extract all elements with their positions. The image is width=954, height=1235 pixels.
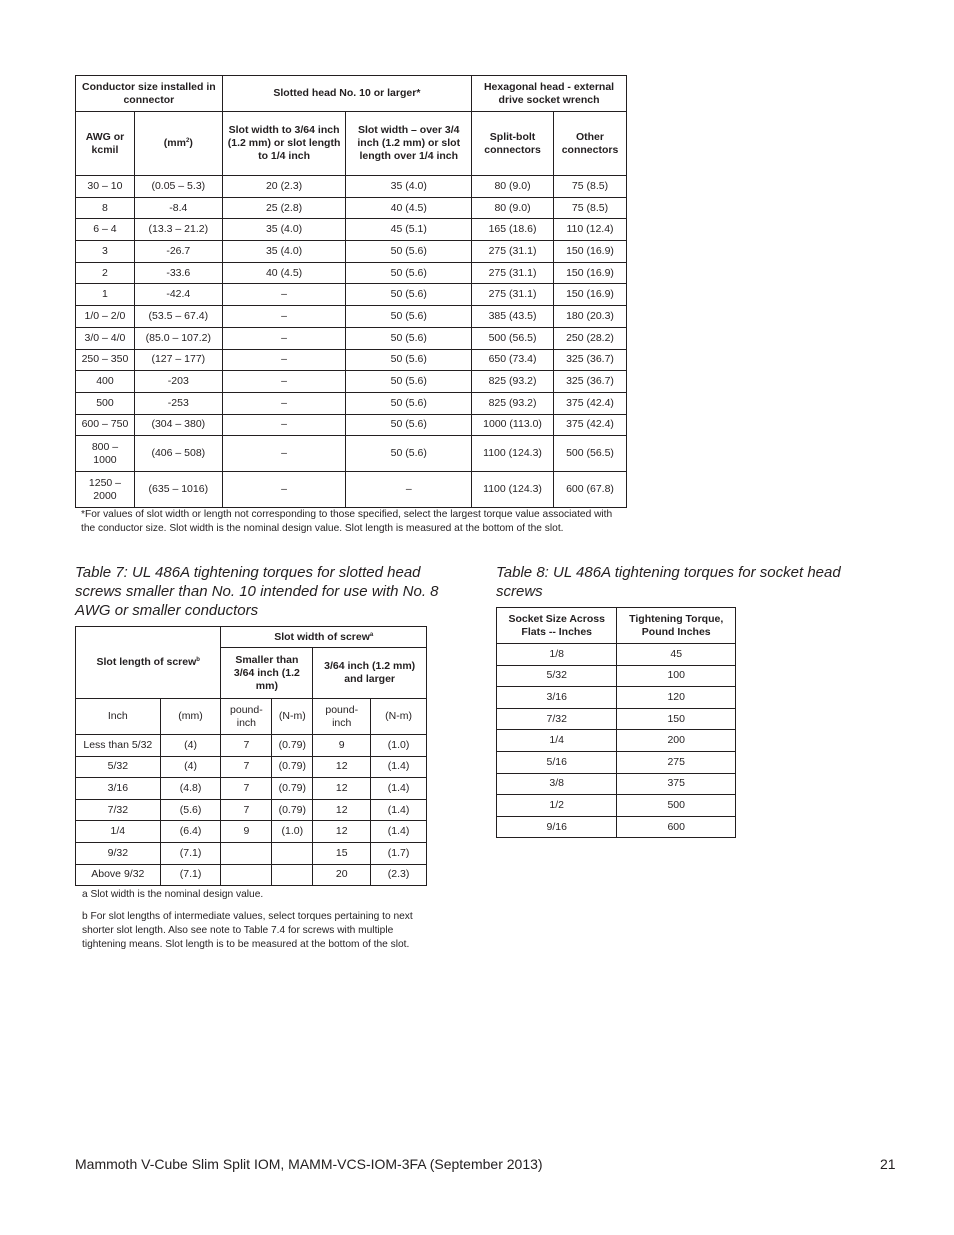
table-row	[76, 778, 427, 800]
table-cell: (0.05 – 5.3)	[134, 176, 222, 198]
table-cell: 20 (2.3)	[222, 176, 346, 198]
socket-head-torque-table	[496, 607, 736, 838]
table-cell: 200	[617, 730, 736, 752]
table-row	[497, 816, 736, 838]
header-inch: Inch	[76, 699, 161, 735]
header-split-bolt: Split-bolt connectors	[472, 112, 554, 176]
table-cell: (7.1)	[160, 842, 221, 864]
table-row	[76, 864, 427, 886]
header-pound-inch: pound-inch	[313, 699, 371, 735]
table-cell: 50 (5.6)	[346, 306, 472, 328]
table7-note-a: a Slot width is the nominal design value.	[82, 889, 264, 900]
table-row	[76, 821, 427, 843]
table-cell: (4)	[160, 735, 221, 757]
header-mm2: $(mm^2)$	[134, 112, 222, 176]
table-cell: 800 – 1000	[76, 436, 135, 472]
table-cell: 45 (5.1)	[346, 219, 472, 241]
table-cell: 3/0 – 4/0	[76, 327, 135, 349]
table-cell: 275 (31.1)	[472, 284, 554, 306]
table-cell: (1.4)	[371, 799, 427, 821]
table-cell: 325 (36.7)	[554, 349, 627, 371]
table-cell: 375	[617, 773, 736, 795]
table-cell: Above 9/32	[76, 864, 161, 886]
table-cell: 15	[313, 842, 371, 864]
table-cell: 35 (4.0)	[222, 219, 346, 241]
table-cell: 275	[617, 751, 736, 773]
table-cell: 9/32	[76, 842, 161, 864]
footer-document-title: Mammoth V-Cube Slim Split IOM, MAMM-VCS-IOM-3FA (September 2013)	[75, 1156, 543, 1172]
table-cell: –	[222, 327, 346, 349]
table-cell: 180 (20.3)	[554, 306, 627, 328]
table-row	[76, 262, 627, 284]
table-cell	[221, 842, 272, 864]
header-slotted-head: Slotted head No. 10 or larger*	[222, 76, 471, 112]
table-cell: 50 (5.6)	[346, 241, 472, 263]
table-row	[497, 751, 736, 773]
table-cell: 600 – 750	[76, 414, 135, 436]
header-awg: AWG or kcmil	[76, 112, 135, 176]
header-mm: (mm)	[160, 699, 221, 735]
table-cell: -203	[134, 371, 222, 393]
table-cell: 30 – 10	[76, 176, 135, 198]
table-cell: –	[346, 472, 472, 508]
table-cell: 500 (56.5)	[554, 436, 627, 472]
table-cell: 3/8	[497, 773, 617, 795]
table-cell: (1.7)	[371, 842, 427, 864]
table-cell: 75 (8.5)	[554, 176, 627, 198]
table-cell: (2.3)	[371, 864, 427, 886]
table-cell: 9	[221, 821, 272, 843]
table-row	[76, 349, 627, 371]
table-cell: (7.1)	[160, 864, 221, 886]
table-cell	[272, 842, 313, 864]
table-cell: (635 – 1016)	[134, 472, 222, 508]
table-cell: (1.4)	[371, 778, 427, 800]
table-cell: 110 (12.4)	[554, 219, 627, 241]
table-cell: 1000 (113.0)	[472, 414, 554, 436]
table-cell: (0.79)	[272, 756, 313, 778]
table-cell: 5/32	[497, 665, 617, 687]
table-cell: –	[222, 349, 346, 371]
table-cell: -42.4	[134, 284, 222, 306]
table-row	[76, 327, 627, 349]
table-cell: –	[222, 371, 346, 393]
table-cell: 600	[617, 816, 736, 838]
table-row	[76, 284, 627, 306]
table-cell: 25 (2.8)	[222, 197, 346, 219]
header-conductor-size: Conductor size installed in connector	[76, 76, 223, 112]
table-cell: 50 (5.6)	[346, 327, 472, 349]
table-cell: 500 (56.5)	[472, 327, 554, 349]
table-cell: (1.0)	[371, 735, 427, 757]
table-cell	[221, 864, 272, 886]
table-cell: 50 (5.6)	[346, 392, 472, 414]
header-larger: 3/64 inch (1.2 mm) and larger	[313, 648, 427, 699]
table-row	[76, 414, 627, 436]
table-row	[76, 472, 627, 508]
table-cell: 50 (5.6)	[346, 414, 472, 436]
table7-caption: Table 7: UL 486A tightening torques for slotted head screws smaller than No. 10 intended for use with No. 8 AWG or smaller conductors	[75, 564, 439, 619]
table-row	[497, 795, 736, 817]
header-smaller-than: Smaller than 3/64 inch (1.2 mm)	[221, 648, 313, 699]
conductor-torque-table	[75, 75, 627, 508]
table-cell: 50 (5.6)	[346, 436, 472, 472]
table-cell: (53.5 – 67.4)	[134, 306, 222, 328]
header-slot-small: Slot width to 3/64 inch (1.2 mm) or slot length to 1/4 inch	[222, 112, 346, 176]
table-cell: 9/16	[497, 816, 617, 838]
table-cell: 275 (31.1)	[472, 241, 554, 263]
table-cell: 12	[313, 778, 371, 800]
table-row	[76, 371, 627, 393]
table-cell: 150	[617, 708, 736, 730]
table-cell: 500	[76, 392, 135, 414]
table-cell: 9	[313, 735, 371, 757]
table-cell: -33.6	[134, 262, 222, 284]
table-cell: 5/16	[497, 751, 617, 773]
table-cell: 165 (18.6)	[472, 219, 554, 241]
table-cell: Less than 5/32	[76, 735, 161, 757]
table-cell: 375 (42.4)	[554, 392, 627, 414]
table-cell: 40 (4.5)	[222, 262, 346, 284]
table-row	[497, 708, 736, 730]
table-cell: –	[222, 392, 346, 414]
table-cell: (0.79)	[272, 799, 313, 821]
table-cell: 40 (4.5)	[346, 197, 472, 219]
table-row	[76, 219, 627, 241]
table-cell: 7	[221, 778, 272, 800]
table-cell: 1100 (124.3)	[472, 472, 554, 508]
table-row	[76, 392, 627, 414]
table-row	[76, 735, 427, 757]
table-cell: 45	[617, 644, 736, 666]
table-row	[76, 842, 427, 864]
slotted-head-torque-table	[75, 626, 427, 886]
table7-note-b: b For slot lengths of intermediate values, select torques pertaining to next shorter slot length. Also see note to Table 7.4 for screws with multiple tightening means. Slot length is to be measured at the bottom of the slot.	[82, 911, 413, 950]
table-cell: 50 (5.6)	[346, 349, 472, 371]
footer-page-number: 21	[880, 1156, 896, 1172]
table-cell: 1/4	[76, 821, 161, 843]
table-cell: (1.0)	[272, 821, 313, 843]
table-cell: 3	[76, 241, 135, 263]
table-cell: –	[222, 284, 346, 306]
table-cell: 825 (93.2)	[472, 392, 554, 414]
table-cell: 50 (5.6)	[346, 371, 472, 393]
table-row	[76, 436, 627, 472]
table-cell: 7	[221, 735, 272, 757]
table-cell: 1100 (124.3)	[472, 436, 554, 472]
table-cell: –	[222, 306, 346, 328]
table-cell: 7/32	[76, 799, 161, 821]
table-cell: 35 (4.0)	[222, 241, 346, 263]
table-cell: (1.4)	[371, 756, 427, 778]
table-cell: 150 (16.9)	[554, 284, 627, 306]
table-cell: (6.4)	[160, 821, 221, 843]
table-cell: (0.79)	[272, 735, 313, 757]
table-cell: 150 (16.9)	[554, 241, 627, 263]
table-cell: 650 (73.4)	[472, 349, 554, 371]
table-row	[497, 687, 736, 709]
header-slot-width: Slot width of screw$^a$	[221, 627, 427, 648]
table-cell: 12	[313, 821, 371, 843]
table-cell: 250 – 350	[76, 349, 135, 371]
table-row	[76, 799, 427, 821]
table-row	[76, 306, 627, 328]
table-cell: 5/32	[76, 756, 161, 778]
table-cell: 100	[617, 665, 736, 687]
header-pound-inch: pound-inch	[221, 699, 272, 735]
table-cell: (4)	[160, 756, 221, 778]
table-cell: 75 (8.5)	[554, 197, 627, 219]
table-cell: 20	[313, 864, 371, 886]
table-cell: 8	[76, 197, 135, 219]
table-cell: 1250 – 2000	[76, 472, 135, 508]
table-cell: 250 (28.2)	[554, 327, 627, 349]
table-cell: -26.7	[134, 241, 222, 263]
table-row	[76, 197, 627, 219]
table6-footnote: *For values of slot width or length not corresponding to those specified, select the largest torque value associated with the conductor size. Slot width is the nominal design value. Slot length is measured at the bottom of the slot.	[81, 509, 613, 534]
header-nm: (N-m)	[272, 699, 313, 735]
header-other-connectors: Other connectors	[554, 112, 627, 176]
table-cell: 325 (36.7)	[554, 371, 627, 393]
table-cell: 500	[617, 795, 736, 817]
table-cell	[272, 864, 313, 886]
table8-caption: Table 8: UL 486A tightening torques for socket head screws	[496, 564, 841, 600]
table-cell: -8.4	[134, 197, 222, 219]
table-cell: (85.0 – 107.2)	[134, 327, 222, 349]
table-cell: -253	[134, 392, 222, 414]
table-cell: (13.3 – 21.2)	[134, 219, 222, 241]
table-cell: (127 – 177)	[134, 349, 222, 371]
table-row	[76, 241, 627, 263]
table-cell: 35 (4.0)	[346, 176, 472, 198]
table-cell: 7	[221, 756, 272, 778]
table-cell: 50 (5.6)	[346, 284, 472, 306]
table-row	[76, 756, 427, 778]
table-cell: (1.4)	[371, 821, 427, 843]
table-cell: 1	[76, 284, 135, 306]
table-cell: 150 (16.9)	[554, 262, 627, 284]
table-cell: 275 (31.1)	[472, 262, 554, 284]
table-cell: 375 (42.4)	[554, 414, 627, 436]
table-cell: 50 (5.6)	[346, 262, 472, 284]
header-slot-length: Slot length of screw$^b$	[76, 627, 221, 699]
table-row	[76, 176, 627, 198]
table-cell: 825 (93.2)	[472, 371, 554, 393]
table-cell: 80 (9.0)	[472, 176, 554, 198]
table-row	[497, 665, 736, 687]
table-cell: 12	[313, 799, 371, 821]
header-slot-large: Slot width – over 3/4 inch (1.2 mm) or slot length over 1/4 inch	[346, 112, 472, 176]
table-cell: –	[222, 414, 346, 436]
header-hexagonal-head: Hexagonal head - external drive socket wrench	[472, 76, 627, 112]
table-cell: (0.79)	[272, 778, 313, 800]
header-tightening-torque: Tightening Torque, Pound Inches	[617, 608, 736, 644]
table-cell: 3/16	[76, 778, 161, 800]
table-cell: 80 (9.0)	[472, 197, 554, 219]
table-row	[497, 644, 736, 666]
table-cell: (5.6)	[160, 799, 221, 821]
table-cell: 12	[313, 756, 371, 778]
table-cell: 1/8	[497, 644, 617, 666]
table-cell: (4.8)	[160, 778, 221, 800]
table-cell: (304 – 380)	[134, 414, 222, 436]
table-cell: 7/32	[497, 708, 617, 730]
table-cell: 7	[221, 799, 272, 821]
table-cell: –	[222, 436, 346, 472]
table-cell: –	[222, 472, 346, 508]
table-cell: 1/4	[497, 730, 617, 752]
header-socket-size: Socket Size Across Flats -- Inches	[497, 608, 617, 644]
table-cell: 2	[76, 262, 135, 284]
table-cell: 1/0 – 2/0	[76, 306, 135, 328]
table-cell: 6 – 4	[76, 219, 135, 241]
table-row	[497, 730, 736, 752]
table-cell: 120	[617, 687, 736, 709]
table-cell: (406 – 508)	[134, 436, 222, 472]
table-cell: 3/16	[497, 687, 617, 709]
table-cell: 385 (43.5)	[472, 306, 554, 328]
table-row	[497, 773, 736, 795]
table-cell: 600 (67.8)	[554, 472, 627, 508]
header-nm: (N-m)	[371, 699, 427, 735]
table-cell: 400	[76, 371, 135, 393]
table-cell: 1/2	[497, 795, 617, 817]
